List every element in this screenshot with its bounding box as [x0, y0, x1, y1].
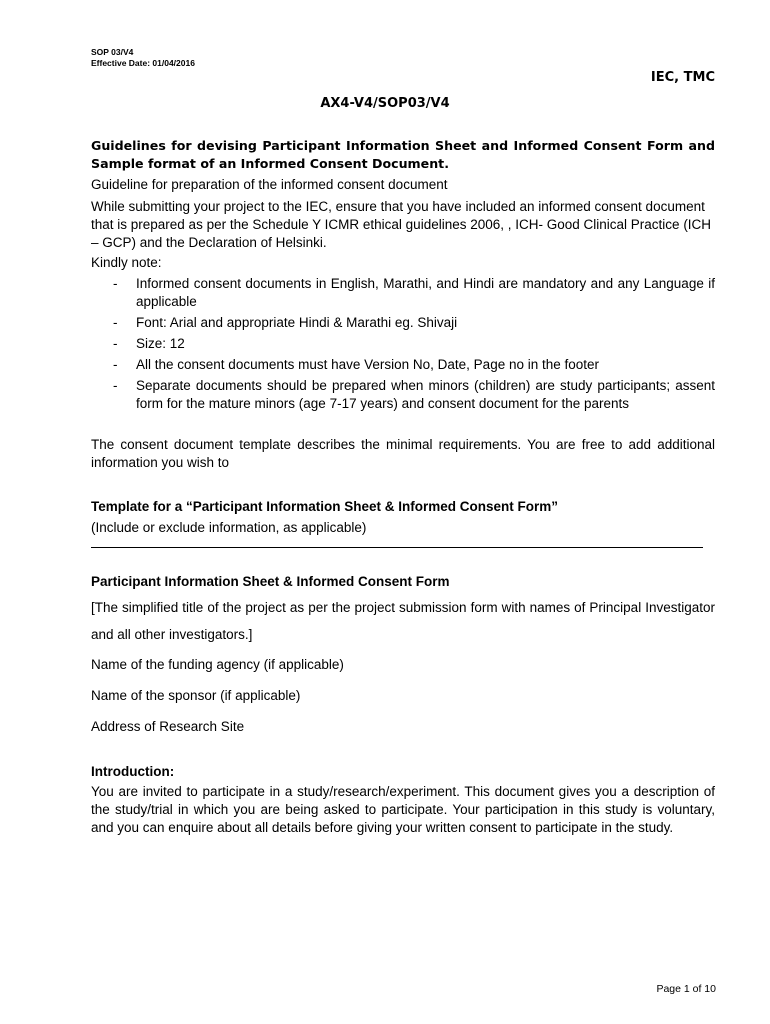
- project-title-placeholder: [The simplified title of the project as per the project submission form with names of Principal Investigator and all other investigators.]: [91, 600, 715, 642]
- template-heading: Template for a “Participant Information Sheet & Informed Consent Form”: [91, 499, 559, 514]
- guidelines-heading: Guidelines for devising Participant Information Sheet and Informed Consent Form and Sample format of an Informed Consent Document.: [91, 138, 715, 171]
- list-item: [91, 314, 715, 332]
- list-item: [91, 377, 715, 413]
- sponsor-text: Name of the sponsor (if applicable): [91, 688, 301, 703]
- dash-bullet: -: [113, 357, 118, 372]
- introduction-heading: Introduction:: [91, 764, 175, 779]
- note-text: Size: 12: [136, 336, 185, 351]
- dash-bullet: -: [113, 276, 118, 291]
- document-code: AX4-V4/SOP03/V4: [320, 96, 450, 111]
- minimal-requirements-text: The consent document template describes the minimal requirements. You are free to add additional information you wish to: [91, 437, 715, 470]
- page-number: Page 1 of 10: [656, 983, 716, 995]
- horizontal-rule: [91, 547, 703, 548]
- list-item: [91, 356, 715, 374]
- notes-list: [91, 275, 715, 413]
- guidelines-intro: While submitting your project to the IEC, ensure that you have included an informed consent document that is prepared as per the Schedule Y ICMR ethical guidelines 2006, , ICH- Good Clinical Practice (ICH – GCP) and the Declaration of Helsinki.: [91, 199, 712, 250]
- dash-bullet: -: [113, 336, 118, 351]
- note-text: All the consent documents must have Version No, Date, Page no in the footer: [136, 357, 600, 372]
- funding-agency-text: Name of the funding agency (if applicable): [91, 657, 344, 672]
- list-item: [91, 275, 715, 311]
- list-item: [91, 335, 715, 353]
- introduction-text: You are invited to participate in a study/research/experiment. This document gives you a description of the study/trial in which you are being asked to participate. Your participation in this study is voluntary, and you can enquire about all details before giving your written consent to participate in the study.: [91, 784, 715, 835]
- sop-number: SOP 03/V4: [91, 47, 134, 57]
- dash-bullet: -: [113, 315, 118, 330]
- form-title: Participant Information Sheet & Informed Consent Form: [91, 574, 450, 589]
- note-text: Font: Arial and appropriate Hindi & Marathi eg. Shivaji: [136, 315, 458, 330]
- organization-name: IEC, TMC: [650, 70, 715, 85]
- document-body: [91, 137, 715, 837]
- note-text: Informed consent documents in English, Marathi, and Hindi are mandatory and any Language if applicable: [136, 276, 715, 309]
- note-text: Separate documents should be prepared when minors (children) are study participants; assent form for the mature minors (age 7-17 years) and consent document for the parents: [136, 378, 715, 411]
- guidelines-subheading: Guideline for preparation of the informed consent document: [91, 177, 448, 192]
- template-note: (Include or exclude information, as applicable): [91, 520, 367, 535]
- dash-bullet: -: [113, 378, 118, 393]
- effective-date: Effective Date: 01/04/2016: [91, 58, 195, 68]
- research-site-text: Address of Research Site: [91, 719, 245, 734]
- kindly-note-label: Kindly note:: [91, 255, 162, 270]
